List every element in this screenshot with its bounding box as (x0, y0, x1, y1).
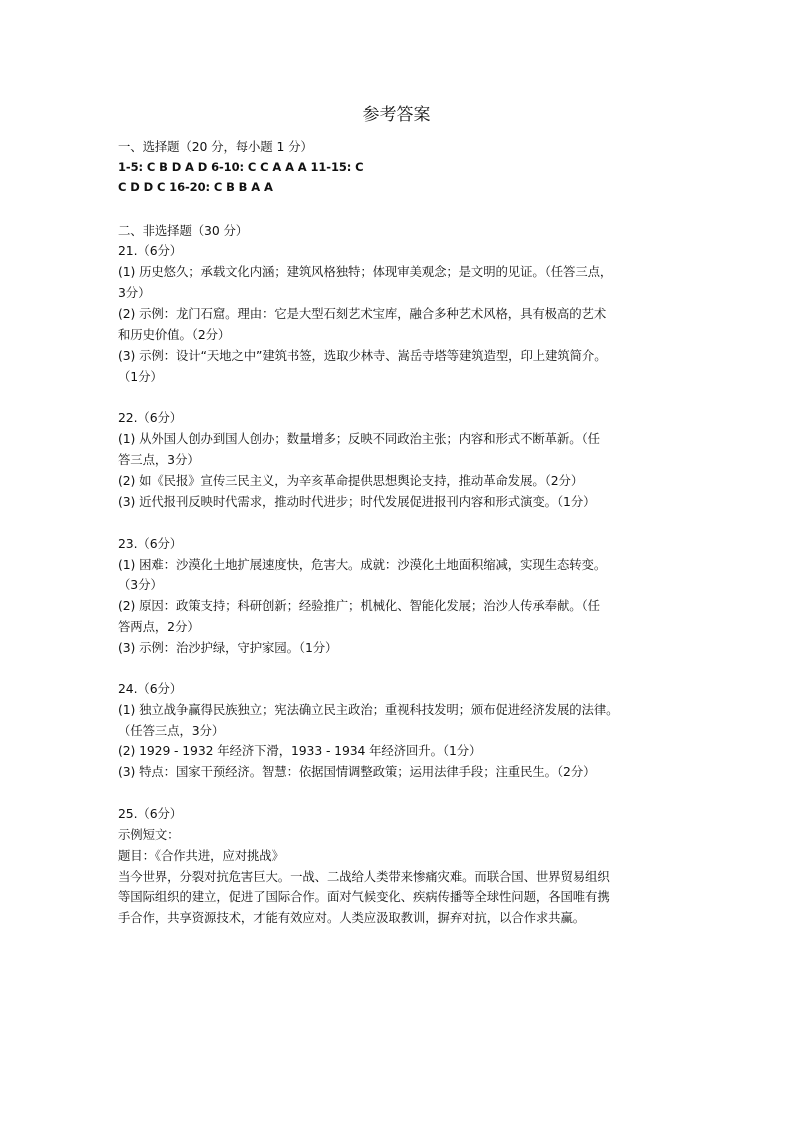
answer-line: (3) 特点：国家干预经济。智慧：依据国情调整政策；运用法律手段；注重民生。（2分） (118, 764, 596, 779)
question-heading: 22.（6分） (118, 410, 183, 425)
question-heading: 23.（6分） (118, 536, 183, 551)
answer-line: 3分） (118, 285, 151, 300)
answer-line: （3分） (118, 577, 163, 592)
answer-line: (2) 如《民报》宣传三民主义，为辛亥革命提供思想舆论支持，推动革命发展。（2分） (118, 473, 584, 488)
answer-line: 示例短文： (118, 827, 180, 842)
answer-line: (2) 1929 - 1932 年经济下滑，1933 - 1934 年经济回升。（1分） (118, 743, 482, 758)
essay-title: 题目：《合作共进，应对挑战》 (118, 848, 284, 863)
section-heading: 一、选择题（20 分，每小题 1 分） (118, 139, 313, 154)
question-heading: 21.（6分） (118, 243, 183, 258)
answer-line: (2) 原因：政策支持；科研创新；经验推广；机械化、智能化发展；治沙人传承奉献。（任 (118, 598, 600, 613)
choice-answers-line: C D D C 16-20: C B B A A (118, 180, 273, 194)
answer-line: （任答三点，3分） (118, 723, 225, 738)
answer-line: (3) 近代报刊反映时代需求，推动时代进步；时代发展促进报刊内容和形式演变。（1分） (118, 494, 596, 509)
question-heading: 25.（6分） (118, 806, 183, 821)
answer-line: (1) 独立战争赢得民族独立；宪法确立民主政治；重视科技发明；颁布促进经济发展的法律。 (118, 702, 619, 717)
answer-line: 答三点，3分） (118, 452, 200, 467)
answer-line: （1分） (118, 369, 163, 384)
page-title: 参考答案 (362, 105, 431, 125)
answer-line: (1) 历史悠久；承载文化内涵；建筑风格独特；体现审美观念；是文明的见证。（任答三点， (118, 264, 613, 279)
answer-line: (1) 从外国人创办到国人创办；数量增多；反映不同政治主张；内容和形式不断革新。（任 (118, 431, 600, 446)
answer-line: 和历史价值。（2分） (118, 327, 231, 342)
answer-line: 答两点，2分） (118, 619, 200, 634)
essay-line: 等国际组织的建立，促进了国际合作。面对气候变化、疾病传播等全球性问题，各国唯有携 (118, 889, 610, 904)
section-heading: 二、非选择题（30 分） (118, 223, 249, 238)
answer-line: (1) 困难：沙漠化土地扩展速度快，危害大。成就：沙漠化土地面积缩减，实现生态转变。 (118, 557, 607, 572)
question-heading: 24.（6分） (118, 681, 183, 696)
essay-line: 手合作，共享资源技术，才能有效应对。人类应汲取教训，摒弃对抗，以合作求共赢。 (118, 910, 586, 925)
answer-line: (2) 示例：龙门石窟。理由：它是大型石刻艺术宝库，融合多种艺术风格，具有极高的艺术 (118, 306, 607, 321)
choice-answers-line: 1-5: C B D A D 6-10: C C A A A 11-15: C (118, 160, 364, 174)
answer-line: (3) 示例：治沙护绿，守护家园。（1分） (118, 640, 338, 655)
essay-line: 当今世界，分裂对抗危害巨大。一战、二战给人类带来惨痛灾难。而联合国、世界贸易组织 (118, 869, 610, 884)
answer-line: (3) 示例：设计“天地之中”建筑书签，选取少林寺、嵩岳寺塔等建筑造型，印上建筑简介。 (118, 348, 607, 363)
